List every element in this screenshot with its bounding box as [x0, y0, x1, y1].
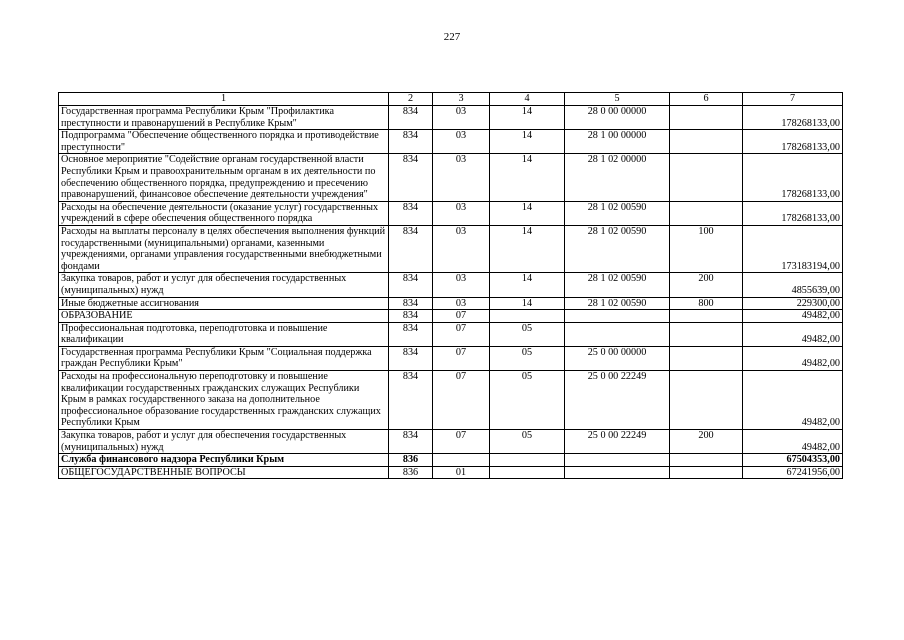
- table-header-row: [59, 93, 843, 106]
- expense-type-cell: 200: [670, 430, 743, 454]
- section-code-cell: 01: [433, 466, 490, 479]
- subsection-code-cell: 14: [490, 273, 565, 297]
- target-article-cell: 28 1 02 00000: [565, 154, 670, 201]
- expense-type-cell: 100: [670, 225, 743, 272]
- ministry-code-cell: 834: [389, 201, 433, 225]
- table-row: [59, 430, 843, 454]
- row-name-cell: Профессиональная подготовка, переподготовка и повышение квалификации: [59, 322, 389, 346]
- ministry-code-cell: 834: [389, 130, 433, 154]
- target-article-cell: [565, 310, 670, 323]
- target-article-cell: 28 1 02 00590: [565, 273, 670, 297]
- amount-cell: 67241956,00: [743, 466, 843, 479]
- table-row: [59, 466, 843, 479]
- header-cell: 5: [565, 93, 670, 106]
- row-name-cell: Государственная программа Республики Крым "Профилактика преступности и правонарушений в Республике Крым": [59, 106, 389, 130]
- amount-cell: 49482,00: [743, 430, 843, 454]
- section-code-cell: 07: [433, 371, 490, 430]
- budget-table: [58, 92, 843, 479]
- expense-type-cell: [670, 371, 743, 430]
- amount-cell: 49482,00: [743, 371, 843, 430]
- expense-type-cell: [670, 310, 743, 323]
- subsection-code-cell: [490, 310, 565, 323]
- section-code-cell: 07: [433, 310, 490, 323]
- expense-type-cell: [670, 322, 743, 346]
- section-code-cell: [433, 454, 490, 467]
- target-article-cell: 28 1 02 00590: [565, 297, 670, 310]
- section-code-cell: 03: [433, 154, 490, 201]
- amount-cell: 178268133,00: [743, 106, 843, 130]
- header-cell: 2: [389, 93, 433, 106]
- target-article-cell: 25 0 00 22249: [565, 430, 670, 454]
- ministry-code-cell: 834: [389, 310, 433, 323]
- table-row: [59, 310, 843, 323]
- target-article-cell: 28 0 00 00000: [565, 106, 670, 130]
- subsection-code-cell: 14: [490, 201, 565, 225]
- table-row: [59, 273, 843, 297]
- table-row: [59, 106, 843, 130]
- ministry-code-cell: 834: [389, 371, 433, 430]
- expense-type-cell: [670, 466, 743, 479]
- section-code-cell: 03: [433, 273, 490, 297]
- header-cell: 6: [670, 93, 743, 106]
- row-name-cell: Государственная программа Республики Крым "Социальная поддержка граждан Республики Крым": [59, 346, 389, 370]
- row-name-cell: Основное мероприятие "Содействие органам государственной власти Республики Крым и правоохранительным органам в их деятельности по обеспечению общественного порядка, предупреждению и пресечению правонарушений, финансовое обеспечение деятельности учреждения": [59, 154, 389, 201]
- expense-type-cell: 200: [670, 273, 743, 297]
- amount-cell: 49482,00: [743, 322, 843, 346]
- header-cell: 7: [743, 93, 843, 106]
- page-number: 227: [443, 31, 461, 43]
- table-row: [59, 225, 843, 272]
- section-code-cell: 03: [433, 130, 490, 154]
- target-article-cell: [565, 454, 670, 467]
- subsection-code-cell: 05: [490, 371, 565, 430]
- table-row: [59, 346, 843, 370]
- ministry-code-cell: 834: [389, 154, 433, 201]
- row-name-cell: Расходы на выплаты персоналу в целях обеспечения выполнения функций государственными (муниципальными) органами, казенными учреждениями, органами управления государственными внебюджетными фондами: [59, 225, 389, 272]
- header-cell: 1: [59, 93, 389, 106]
- ministry-code-cell: 834: [389, 106, 433, 130]
- table-row: [59, 454, 843, 467]
- expense-type-cell: [670, 106, 743, 130]
- section-code-cell: 07: [433, 322, 490, 346]
- subsection-code-cell: 14: [490, 130, 565, 154]
- target-article-cell: 28 1 02 00590: [565, 201, 670, 225]
- table-row: [59, 130, 843, 154]
- ministry-code-cell: 836: [389, 466, 433, 479]
- row-name-cell: ОБРАЗОВАНИЕ: [59, 310, 389, 323]
- subsection-code-cell: [490, 454, 565, 467]
- subsection-code-cell: 05: [490, 322, 565, 346]
- row-name-cell: Расходы на профессиональную переподготовку и повышение квалификации государственных гражданских служащих Республики Крым в рамках государственного заказа на дополнительное профессиональное образование государственных гражданских служащих Республики Крым: [59, 371, 389, 430]
- expense-type-cell: 800: [670, 297, 743, 310]
- section-code-cell: 03: [433, 297, 490, 310]
- ministry-code-cell: 834: [389, 225, 433, 272]
- subsection-code-cell: 05: [490, 430, 565, 454]
- ministry-code-cell: 836: [389, 454, 433, 467]
- amount-cell: 178268133,00: [743, 154, 843, 201]
- subsection-code-cell: 05: [490, 346, 565, 370]
- expense-type-cell: [670, 454, 743, 467]
- amount-cell: 229300,00: [743, 297, 843, 310]
- amount-cell: 178268133,00: [743, 201, 843, 225]
- table-row: [59, 201, 843, 225]
- amount-cell: 178268133,00: [743, 130, 843, 154]
- table-row: [59, 322, 843, 346]
- table-row: [59, 371, 843, 430]
- row-name-cell: Расходы на обеспечение деятельности (оказание услуг) государственных учреждений в сфере обеспечения общественного порядка: [59, 201, 389, 225]
- ministry-code-cell: 834: [389, 346, 433, 370]
- target-article-cell: 28 1 00 00000: [565, 130, 670, 154]
- amount-cell: 49482,00: [743, 346, 843, 370]
- target-article-cell: [565, 466, 670, 479]
- subsection-code-cell: 14: [490, 297, 565, 310]
- ministry-code-cell: 834: [389, 297, 433, 310]
- expense-type-cell: [670, 154, 743, 201]
- section-code-cell: 03: [433, 225, 490, 272]
- ministry-code-cell: 834: [389, 273, 433, 297]
- row-name-cell: Служба финансового надзора Республики Крым: [59, 454, 389, 467]
- target-article-cell: 25 0 00 00000: [565, 346, 670, 370]
- amount-cell: 67504353,00: [743, 454, 843, 467]
- header-cell: 4: [490, 93, 565, 106]
- amount-cell: 4855639,00: [743, 273, 843, 297]
- table-row: [59, 154, 843, 201]
- section-code-cell: 03: [433, 201, 490, 225]
- row-name-cell: Иные бюджетные ассигнования: [59, 297, 389, 310]
- subsection-code-cell: [490, 466, 565, 479]
- target-article-cell: 25 0 00 22249: [565, 371, 670, 430]
- section-code-cell: 03: [433, 106, 490, 130]
- target-article-cell: 28 1 02 00590: [565, 225, 670, 272]
- ministry-code-cell: 834: [389, 322, 433, 346]
- row-name-cell: ОБЩЕГОСУДАРСТВЕННЫЕ ВОПРОСЫ: [59, 466, 389, 479]
- expense-type-cell: [670, 346, 743, 370]
- row-name-cell: Подпрограмма "Обеспечение общественного порядка и противодействие преступности": [59, 130, 389, 154]
- row-name-cell: Закупка товаров, работ и услуг для обеспечения государственных (муниципальных) нужд: [59, 430, 389, 454]
- subsection-code-cell: 14: [490, 225, 565, 272]
- target-article-cell: [565, 322, 670, 346]
- row-name-cell: Закупка товаров, работ и услуг для обеспечения государственных (муниципальных) нужд: [59, 273, 389, 297]
- expense-type-cell: [670, 130, 743, 154]
- section-code-cell: 07: [433, 346, 490, 370]
- subsection-code-cell: 14: [490, 154, 565, 201]
- header-cell: 3: [433, 93, 490, 106]
- ministry-code-cell: 834: [389, 430, 433, 454]
- amount-cell: 173183194,00: [743, 225, 843, 272]
- section-code-cell: 07: [433, 430, 490, 454]
- subsection-code-cell: 14: [490, 106, 565, 130]
- table-row: [59, 297, 843, 310]
- expense-type-cell: [670, 201, 743, 225]
- amount-cell: 49482,00: [743, 310, 843, 323]
